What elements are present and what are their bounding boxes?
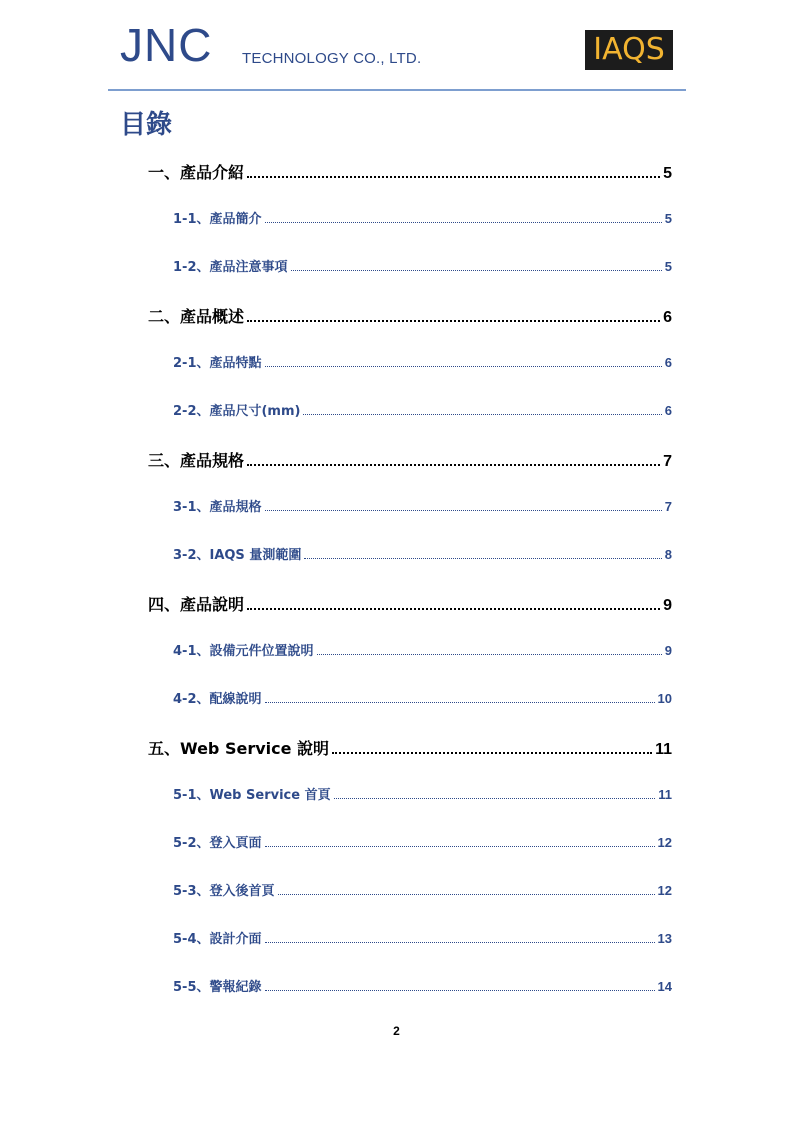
toc-entry-title: 1-2、產品注意事項 bbox=[173, 260, 288, 275]
toc-entry-title: 五、Web Service 說明 bbox=[148, 739, 330, 758]
toc-entry-title: 二、產品概述 bbox=[148, 307, 245, 326]
toc-entry-page: 10 bbox=[657, 691, 672, 706]
toc-entry-page: 14 bbox=[657, 979, 672, 994]
toc-entry-page: 6 bbox=[664, 403, 672, 418]
toc-dot-leader bbox=[265, 990, 655, 991]
toc-entry-page: 12 bbox=[657, 835, 672, 850]
toc-section-entry[interactable] bbox=[173, 688, 672, 707]
toc-entry-title: 2-1、產品特點 bbox=[173, 356, 262, 371]
toc-dot-leader bbox=[247, 320, 660, 322]
toc-entry-title: 5-2、登入頁面 bbox=[173, 836, 262, 851]
toc-section-entry[interactable] bbox=[173, 208, 672, 227]
toc-chapter-entry[interactable] bbox=[148, 448, 672, 471]
toc-entry-title: 三、產品規格 bbox=[148, 451, 245, 470]
company-name: TECHNOLOGY CO., LTD. bbox=[242, 50, 422, 67]
toc-section-entry[interactable] bbox=[173, 928, 672, 947]
toc-entry-page: 13 bbox=[657, 931, 672, 946]
toc-section-entry[interactable] bbox=[173, 544, 672, 563]
toc-dot-leader bbox=[278, 894, 655, 895]
brand-logo: IAQS bbox=[585, 30, 673, 70]
toc-entry-page: 6 bbox=[663, 309, 672, 326]
toc-section-entry[interactable] bbox=[173, 832, 672, 851]
toc-dot-leader bbox=[334, 798, 656, 799]
toc-heading: 目錄 bbox=[120, 110, 173, 140]
toc-entry-page: 5 bbox=[664, 211, 672, 226]
toc-entry-title: 4-1、設備元件位置說明 bbox=[173, 644, 314, 659]
toc-chapter-entry[interactable] bbox=[148, 592, 672, 615]
toc-dot-leader bbox=[291, 270, 662, 271]
toc-entry-title: 1-1、產品簡介 bbox=[173, 212, 262, 227]
toc-section-entry[interactable] bbox=[173, 976, 672, 995]
toc-dot-leader bbox=[304, 558, 661, 559]
toc-entry-page: 8 bbox=[664, 547, 672, 562]
toc-entry-page: 7 bbox=[664, 499, 672, 514]
toc-entry-page: 9 bbox=[664, 643, 672, 658]
toc-section-entry[interactable] bbox=[173, 496, 672, 515]
toc-entry-title: 5-5、警報紀錄 bbox=[173, 980, 262, 995]
toc-dot-leader bbox=[265, 702, 655, 703]
toc-entry-title: 5-1、Web Service 首頁 bbox=[173, 788, 331, 803]
toc-dot-leader bbox=[247, 464, 660, 466]
toc-dot-leader bbox=[303, 414, 661, 415]
toc-entry-page: 11 bbox=[658, 787, 672, 802]
toc-section-entry[interactable] bbox=[173, 352, 672, 371]
toc-entry-page: 7 bbox=[663, 453, 672, 470]
toc-entry-title: 2-2、產品尺寸(mm) bbox=[173, 404, 301, 419]
toc-dot-leader bbox=[332, 752, 652, 754]
toc-dot-leader bbox=[247, 176, 660, 178]
toc-dot-leader bbox=[317, 654, 662, 655]
page-number: 2 bbox=[393, 1024, 400, 1038]
toc-dot-leader bbox=[265, 510, 662, 511]
toc-entry-title: 5-4、設計介面 bbox=[173, 932, 262, 947]
toc-section-entry[interactable] bbox=[173, 640, 672, 659]
toc-chapter-entry[interactable] bbox=[148, 160, 672, 183]
toc-entry-title: 3-1、產品規格 bbox=[173, 500, 262, 515]
toc-entry-title: 4-2、配線說明 bbox=[173, 692, 262, 707]
toc-section-entry[interactable] bbox=[173, 256, 672, 275]
toc-entry-title: 一、產品介紹 bbox=[148, 163, 245, 182]
toc-entry-page: 9 bbox=[663, 597, 672, 614]
toc-entry-page: 5 bbox=[664, 259, 672, 274]
toc-entry-page: 11 bbox=[655, 741, 672, 758]
toc-dot-leader bbox=[265, 942, 655, 943]
toc-chapter-entry[interactable] bbox=[148, 304, 672, 327]
toc-entry-page: 5 bbox=[663, 165, 672, 182]
toc-entry-page: 12 bbox=[657, 883, 672, 898]
toc-entry-page: 6 bbox=[664, 355, 672, 370]
toc-dot-leader bbox=[247, 608, 660, 610]
toc-entry-title: 四、產品說明 bbox=[148, 595, 245, 614]
toc-section-entry[interactable] bbox=[173, 784, 672, 803]
toc-section-entry[interactable] bbox=[173, 400, 672, 419]
toc-chapter-entry[interactable] bbox=[148, 736, 672, 759]
toc-entry-title: 5-3、登入後首頁 bbox=[173, 884, 275, 899]
toc-dot-leader bbox=[265, 366, 662, 367]
toc-dot-leader bbox=[265, 846, 655, 847]
toc-section-entry[interactable] bbox=[173, 880, 672, 899]
company-logo: JNC bbox=[120, 19, 213, 71]
toc-dot-leader bbox=[265, 222, 662, 223]
toc-entry-title: 3-2、IAQS 量測範圍 bbox=[173, 548, 302, 563]
